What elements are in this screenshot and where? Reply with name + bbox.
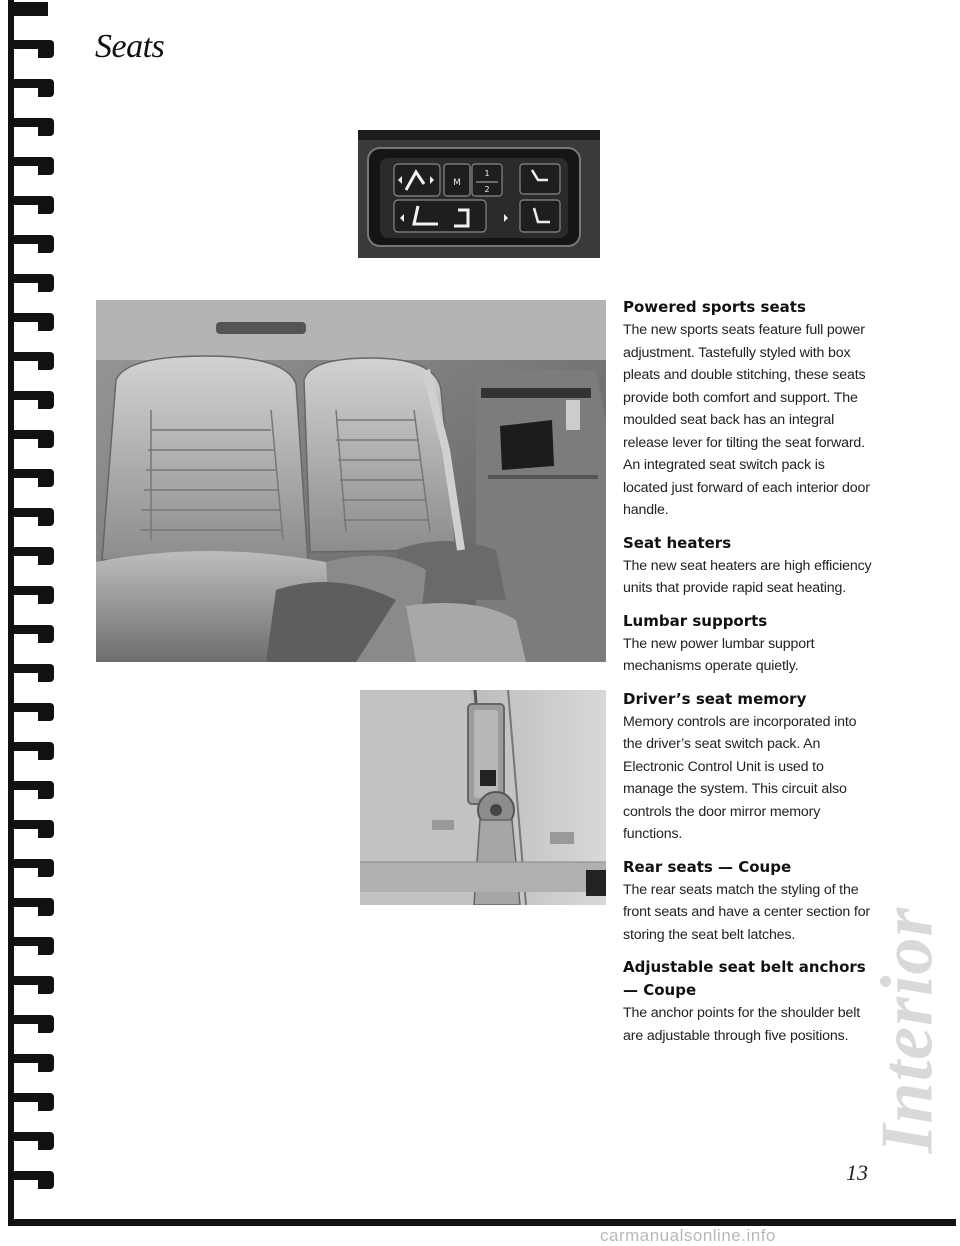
feature-body: Memory controls are incorporated into the driver’s seat switch pack. An Electronic Control Unit is used to manage the system. This circuit also controls the door mirror memory functions. <box>623 713 857 842</box>
binding-ring <box>8 781 56 799</box>
feature-powered-sports-seats <box>623 296 873 522</box>
binding-ring <box>8 196 56 214</box>
binding-ring-tab <box>38 898 54 916</box>
bottom-rule <box>8 1219 956 1226</box>
memory-preset-2-label: 2 <box>484 185 490 194</box>
binding-top-notch <box>8 2 48 16</box>
binding-ring <box>8 859 56 877</box>
binding-ring-tab <box>38 703 54 721</box>
feature-descriptions <box>623 296 873 1057</box>
binding-ring-tab <box>38 976 54 994</box>
binding-ring-tab <box>38 430 54 448</box>
binding-ring-tab <box>38 781 54 799</box>
watermark: carmanualsonline.info <box>600 1226 776 1245</box>
binding-ring <box>8 1132 56 1150</box>
binding-ring <box>8 1015 56 1033</box>
binding-ring <box>8 469 56 487</box>
binding-ring <box>8 40 56 58</box>
feature-heading: Powered sports seats <box>623 298 806 316</box>
binding-ring-tab <box>38 235 54 253</box>
binding-ring <box>8 625 56 643</box>
chapter-label-text: Interior <box>866 906 949 1154</box>
binding-ring <box>8 1093 56 1111</box>
memory-preset-1-label: 1 <box>484 169 490 178</box>
feature-seat-heaters <box>623 532 873 600</box>
binding-ring <box>8 898 56 916</box>
feature-heading: Driver’s seat memory <box>623 689 807 708</box>
binding-ring <box>8 703 56 721</box>
feature-heading: Adjustable seat belt anchors — Coupe <box>623 958 866 999</box>
feature-body: The anchor points for the shoulder belt are adjustable through five positions. <box>623 1005 861 1044</box>
binding-ring <box>8 430 56 448</box>
binding-ring-tab <box>38 391 54 409</box>
feature-rear-seats-coupe <box>623 856 873 947</box>
binding-ring <box>8 79 56 97</box>
binding-ring-tab <box>38 40 54 58</box>
binding-ring <box>8 235 56 253</box>
binding-ring-tab <box>38 508 54 526</box>
binding-ring-tab <box>38 664 54 682</box>
binding-ring-tab <box>38 1015 54 1033</box>
page-number: 13 <box>846 1160 868 1185</box>
feature-heading: Seat heaters <box>623 533 732 552</box>
binding-ring-tab <box>38 1132 54 1150</box>
feature-lumbar-supports <box>623 610 873 678</box>
binding-ring-tab <box>38 547 54 565</box>
binding-ring <box>8 391 56 409</box>
feature-body: The new sports seats feature full power adjustment. Tastefully styled with box pleats and double stitching, these seats provide both comfort and support. The moulded seat back has an integral release lever for tilting the seat forward. An integrated seat switch pack is located just forward of each interior door handle. <box>623 322 870 518</box>
feature-body: The rear seats match the styling of the front seats and have a center section for storing the seat belt latches. <box>623 881 871 943</box>
binding-ring-tab <box>38 937 54 955</box>
binding-ring <box>8 586 56 604</box>
binding-ring-tab <box>38 742 54 760</box>
binding-ring <box>8 664 56 682</box>
binding-ring-tab <box>38 1093 54 1111</box>
memory-button-label: M <box>453 178 461 188</box>
binding-ring-tab <box>38 1054 54 1072</box>
binding-ring-tab <box>38 79 54 97</box>
binding-ring <box>8 742 56 760</box>
feature-heading: Lumbar supports <box>623 611 768 630</box>
page-title: Seats <box>95 28 165 65</box>
binding-ring-tab <box>38 1171 54 1189</box>
binding-ring <box>8 274 56 292</box>
seat-switch-pack-photo <box>358 130 600 260</box>
binding-ring <box>8 820 56 838</box>
feature-adjustable-belt-anchors <box>623 956 873 1047</box>
binding-ring <box>8 547 56 565</box>
binding-ring-tab <box>38 118 54 136</box>
binding-spine <box>8 0 14 1225</box>
binding-ring-tab <box>38 469 54 487</box>
binding-ring-tab <box>38 274 54 292</box>
chapter-label <box>868 880 948 1180</box>
seat-belt-anchor-photo <box>360 690 606 905</box>
binding-ring <box>8 976 56 994</box>
binding-ring <box>8 352 56 370</box>
binding-ring <box>8 508 56 526</box>
feature-heading: Rear seats — Coupe <box>623 857 792 876</box>
binding-ring-tab <box>38 820 54 838</box>
binding-ring-tab <box>38 352 54 370</box>
binding-ring <box>8 1171 56 1189</box>
binding-ring <box>8 118 56 136</box>
feature-body: The new power lumbar support mechanisms operate quietly. <box>623 635 815 674</box>
binding-ring-tab <box>38 157 54 175</box>
binding-ring-tab <box>38 859 54 877</box>
binding-ring <box>8 937 56 955</box>
spiral-binding <box>0 0 58 1225</box>
feature-body: The new seat heaters are high efficiency units that provide rapid seat heating. <box>623 557 872 596</box>
binding-ring-tab <box>38 196 54 214</box>
binding-ring-tab <box>38 586 54 604</box>
binding-ring <box>8 1054 56 1072</box>
binding-ring-tab <box>38 625 54 643</box>
feature-drivers-seat-memory <box>623 688 873 846</box>
binding-ring-tab <box>38 313 54 331</box>
binding-ring <box>8 157 56 175</box>
binding-ring <box>8 313 56 331</box>
rear-seats-photo <box>96 300 606 662</box>
